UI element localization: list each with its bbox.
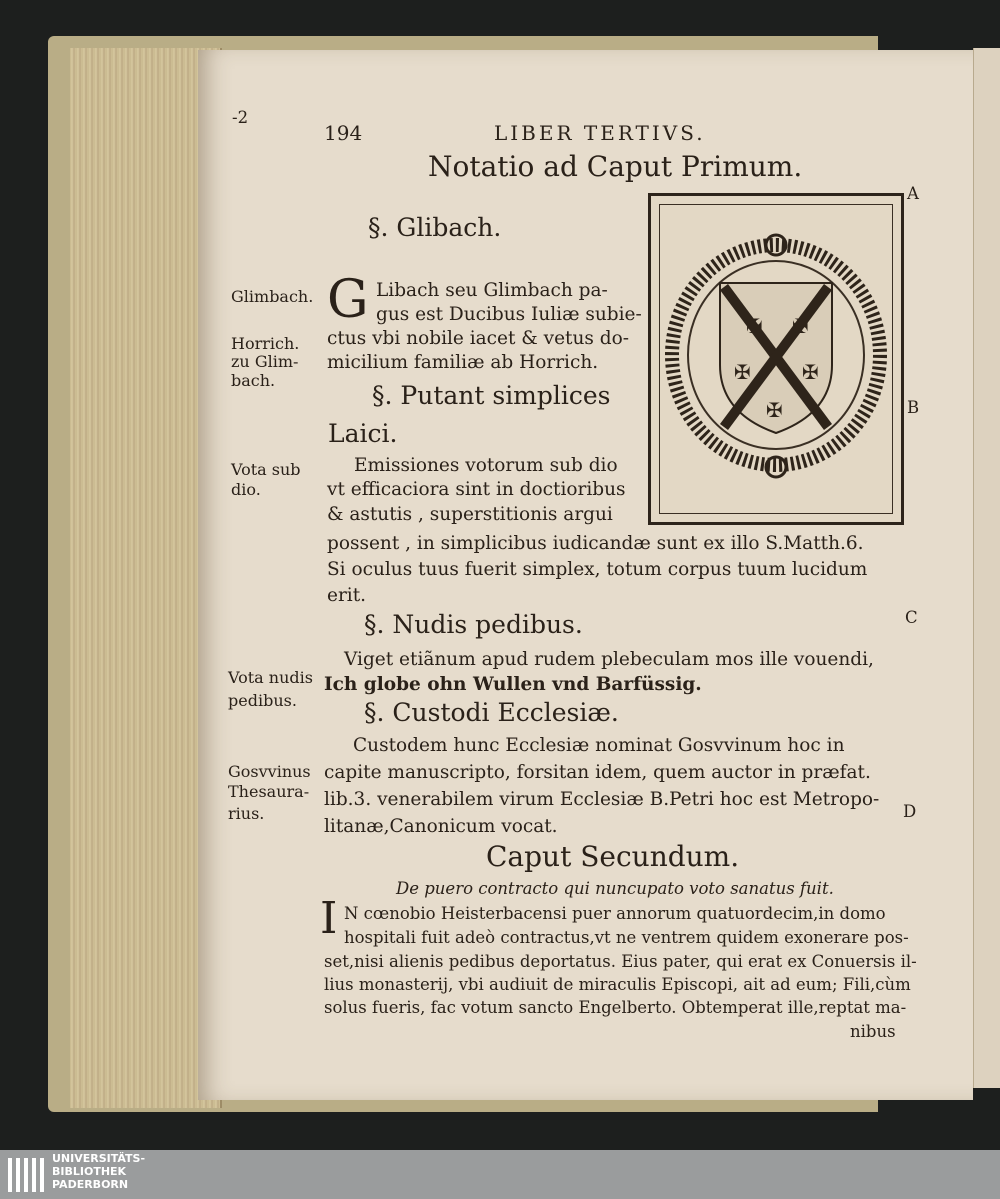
coat-of-arms-woodcut xyxy=(648,193,904,525)
section-heading-putant: §. Putant simplices xyxy=(372,381,611,410)
running-head: LIBER TERTIVS. xyxy=(494,121,706,145)
text-line: Emissiones votorum sub dio xyxy=(354,455,618,476)
text-line: micilium familiæ ab Horrich. xyxy=(327,352,599,373)
section-heading-custodi: §. Custodi Ecclesiæ. xyxy=(364,698,619,727)
margin-letter-b: B xyxy=(907,398,920,417)
margin-note: Glimbach. xyxy=(231,287,314,306)
text-line: lius monasterij, vbi audiuit de miraculis Episcopi, ait ad eum; Fili,cùm xyxy=(324,975,911,994)
library-name xyxy=(52,1152,145,1191)
text-line: Libach seu Glimbach pa- xyxy=(376,280,608,301)
margin-note: Horrich. xyxy=(231,334,300,353)
svg-text:✠: ✠ xyxy=(792,314,809,338)
facing-page-edge xyxy=(973,48,1000,1088)
text-line: Si oculus tuus fuerit simplex, totum corpus tuum lucidum xyxy=(327,559,868,580)
text-line: erit. xyxy=(327,585,367,606)
margin-note: Thesaura- xyxy=(228,782,310,801)
text-line: gus est Ducibus Iuliæ subie- xyxy=(376,304,642,325)
chapter-subtitle: De puero contracto qui nuncupato voto sanatus fuit. xyxy=(396,879,834,898)
margin-note: bach. xyxy=(231,371,276,390)
library-name-line: BIBLIOTHEK xyxy=(52,1165,127,1178)
margin-letter-c: C xyxy=(905,608,918,627)
text-line: Viget etiãnum apud rudem plebeculam mos ille vouendi, xyxy=(344,649,874,670)
text-line: Custodem hunc Ecclesiæ nominat Gosvvinum hoc in xyxy=(353,735,845,756)
text-line: & astutis , superstitionis argui xyxy=(327,504,613,525)
svg-text:✠: ✠ xyxy=(766,398,783,422)
svg-text:✠: ✠ xyxy=(746,314,763,338)
section-heading-nudis-pedibus: §. Nudis pedibus. xyxy=(364,610,583,639)
svg-text:✠: ✠ xyxy=(802,360,819,384)
text-line: vt efficaciora sint in doctioribus xyxy=(327,479,626,500)
section-heading-laici: Laici. xyxy=(328,419,398,448)
library-logo-icon xyxy=(6,1156,46,1194)
margin-letter-a: A xyxy=(907,184,919,203)
chapter-title: Caput Secundum. xyxy=(486,840,740,873)
text-line-blackletter: Ich globe ohn Wullen vnd Barfüssig. xyxy=(324,674,702,695)
page-title: Notatio ad Caput Primum. xyxy=(428,150,803,183)
text-line: ctus vbi nobile iacet & vetus do- xyxy=(327,328,630,349)
text-line: hospitali fuit adeò contractus,vt ne ventrem quidem exonerare pos- xyxy=(344,928,909,947)
text-line: lib.3. venerabilem virum Ecclesiæ B.Petri hoc est Metropo- xyxy=(324,789,880,810)
corner-mark: -2 xyxy=(232,108,249,127)
catchword: nibus xyxy=(850,1022,896,1041)
svg-text:✠: ✠ xyxy=(734,360,751,384)
drop-cap: I xyxy=(320,893,338,944)
library-name-line: PADERBORN xyxy=(52,1178,129,1191)
margin-note: rius. xyxy=(228,804,265,823)
text-line: litanæ,Canonicum vocat. xyxy=(324,816,558,837)
margin-note: Gosvvinus xyxy=(228,762,311,781)
margin-note: pedibus. xyxy=(228,691,297,710)
page-number: 194 xyxy=(324,121,363,145)
drop-cap: G xyxy=(327,270,369,330)
text-line: N cœnobio Heisterbacensi puer annorum quatuordecim,in domo xyxy=(344,904,886,923)
text-line: set,nisi alienis pedibus deportatus. Eius pater, qui erat ex Conuersis il- xyxy=(324,952,917,971)
library-footer xyxy=(0,1150,1000,1199)
text-line: capite manuscripto, forsitan idem, quem auctor in præfat. xyxy=(324,762,871,783)
text-line: solus fueris, fac votum sancto Engelberto. Obtemperat ille,reptat ma- xyxy=(324,998,907,1017)
margin-note: Vota nudis xyxy=(228,668,313,687)
coat-of-arms-icon xyxy=(660,205,888,509)
margin-note: zu Glim- xyxy=(231,352,299,371)
margin-note: Vota sub xyxy=(231,460,301,479)
text-line: possent , in simplicibus iudicandæ sunt ex illo S.Matth.6. xyxy=(327,533,864,554)
section-heading-glibach: §. Glibach. xyxy=(368,213,502,242)
margin-note: dio. xyxy=(231,480,261,499)
margin-letter-d: D xyxy=(903,802,917,821)
library-name-line: UNIVERSITÄTS- xyxy=(52,1152,146,1165)
